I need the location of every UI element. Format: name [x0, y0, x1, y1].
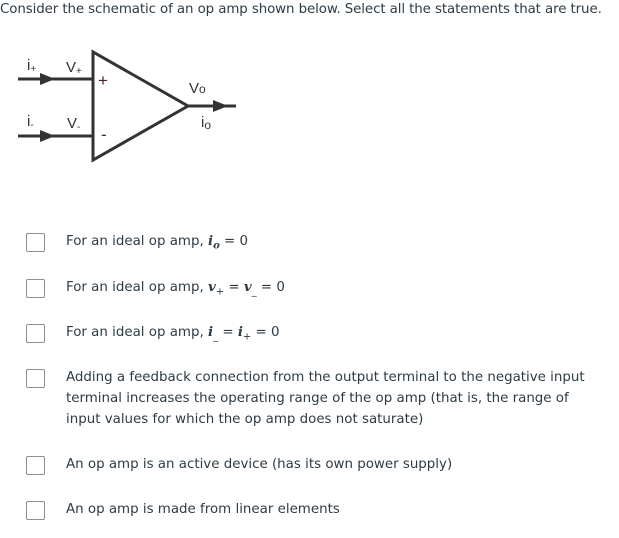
- svg-text:-: -: [101, 125, 107, 144]
- arrow-icon: [213, 100, 228, 112]
- option-1[interactable]: [26, 281, 596, 303]
- checkbox[interactable]: [26, 279, 45, 298]
- svg-text:io: io: [201, 114, 212, 132]
- option-4[interactable]: [26, 458, 596, 475]
- option-label: For an ideal op amp, $v_+ = v_{\_} = 0$: [66, 279, 285, 298]
- option-label: An op amp is an active device (has its own power supply): [66, 457, 453, 472]
- op-amp-triangle: [93, 52, 188, 160]
- question-text: Consider the schematic of an op amp shown below. Select all the statements that are true.: [0, 2, 602, 17]
- checkbox[interactable]: [26, 456, 45, 475]
- option-2[interactable]: [26, 326, 596, 348]
- option-label: For an ideal op amp, $i_{\_} = i_+ = 0$: [66, 324, 280, 343]
- option-0[interactable]: [26, 235, 596, 257]
- option-label: Adding a feedback connection from the output terminal to the negative input terminal increases the operating range of the op amp (that is, the range of input values for which the op amp does not saturate): [66, 370, 585, 427]
- option-label: For an ideal op amp, $i_o = 0$: [66, 233, 249, 252]
- checkbox[interactable]: [26, 324, 45, 343]
- op-amp-schematic: [0, 40, 260, 180]
- svg-text:V+: V+: [66, 59, 82, 77]
- arrow-icon: [40, 73, 55, 85]
- arrow-icon: [40, 130, 55, 142]
- checkbox[interactable]: [26, 233, 45, 252]
- svg-text:Vo: Vo: [189, 80, 206, 97]
- svg-text:+: +: [98, 71, 108, 90]
- checkbox[interactable]: [26, 369, 45, 388]
- option-5[interactable]: [26, 503, 596, 520]
- svg-text:i+: i+: [27, 57, 37, 75]
- svg-text:V-: V-: [67, 115, 81, 133]
- option-3[interactable]: [26, 371, 596, 430]
- svg-text:i-: i-: [27, 113, 34, 131]
- option-label: An op amp is made from linear elements: [66, 502, 340, 517]
- checkbox[interactable]: [26, 501, 45, 520]
